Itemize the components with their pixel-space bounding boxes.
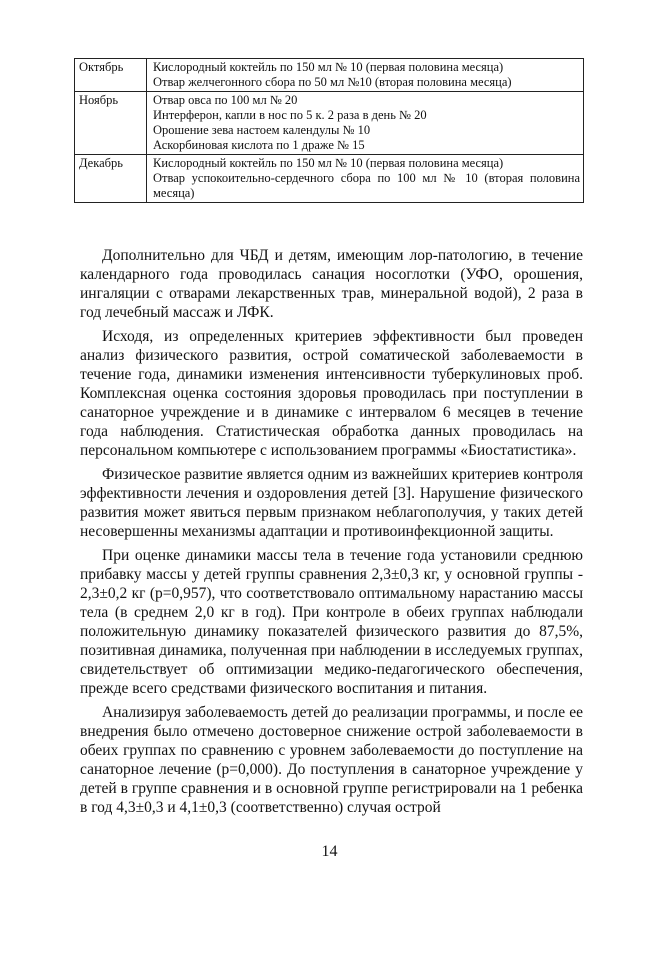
page-number: 14: [321, 843, 338, 860]
table-row-december: [75, 155, 584, 203]
month-cell: Декабрь: [75, 155, 147, 203]
month-cell: Октябрь: [75, 59, 147, 92]
items-cell: [147, 59, 584, 92]
list-item: Орошение зева настоем календулы № 10: [153, 123, 371, 137]
paragraph: Исходя, из определенных критериев эффективности был проведен анализ физического развития, острой соматической заболеваемости в течение года, динамики изменения интенсивности туберкулиновых проб. Комплексная оценка состояния здоровья проводилась при поступлении в санаторное учреждение и в динамике с интервалом 6 месяцев в течение года наблюдения. Статистическая обработка данных проводилась на персональном компьютере с использованием программы «Биостатистика».: [80, 328, 583, 459]
list-item: Интерферон, капли в нос по 5 к. 2 раза в день № 20: [153, 108, 427, 122]
list-item: Отвар желчегонного сбора по 50 мл №10 (вторая половина месяца): [153, 75, 512, 89]
list-item: Кислородный коктейль по 150 мл № 10 (первая половина месяца): [153, 156, 504, 170]
paragraph: Анализируя заболеваемость детей до реализации программы, и после ее внедрения было отмечено достоверное снижение острой заболеваемости в обеих группах по сравнению с уровнем заболеваемости до поступление на санаторное лечение (p=0,000). До поступления в санаторное учреждение у детей в группе сравнения и в основной группе регистрировали на 1 ребенка в год 4,3±0,3 и 4,1±0,3 (соответственно) случая острой: [80, 704, 583, 816]
body-text: [80, 246, 583, 822]
items-cell: [147, 92, 584, 155]
table-row-october: [75, 59, 584, 92]
schedule-table: [74, 58, 584, 203]
list-item: Отвар успокоительно-сердечного сбора по 100 мл № 10 (вторая половина месяца): [153, 171, 580, 200]
table-row-november: [75, 92, 584, 155]
paragraph: При оценке динамики массы тела в течение года установили среднюю прибавку массы у детей группы сравнения 2,3±0,3 кг, у основной группы - 2,3±0,2 кг (p=0,957), что соответствовало оптимальному нарастанию массы тела (в среднем 2,0 кг в год). При контроле в обеих группах наблюдали положительную динамику показателей физического развития до 87,5%, позитивная динамика, полученная при наблюдении в исследуемых группах, свидетельствует об оптимизации медико-педагогического обеспечения, прежде всего средствами физического воспитания и питания.: [80, 547, 583, 697]
list-item: Отвар овса по 100 мл № 20: [153, 93, 298, 107]
paragraph: Физическое развитие является одним из важнейших критериев контроля эффективности лечения и оздоровления детей [3]. Нарушение физического развития может явиться первым признаком неблагополучия, у таких детей несовершенны механизмы адаптации и противоинфекционной защиты.: [80, 466, 583, 540]
paragraph: Дополнительно для ЧБД и детям, имеющим лор-патологию, в течение календарного года проводилась санация носоглотки (УФО, орошения, ингаляции с отварами лекарственных трав, минеральной водой), 2 раза в год лечебный массаж и ЛФК.: [80, 247, 583, 321]
month-cell: Ноябрь: [75, 92, 147, 155]
items-cell: [147, 155, 584, 203]
list-item: Кислородный коктейль по 150 мл № 10 (первая половина месяца): [153, 60, 504, 74]
list-item: Аскорбиновая кислота по 1 драже № 15: [153, 138, 365, 152]
